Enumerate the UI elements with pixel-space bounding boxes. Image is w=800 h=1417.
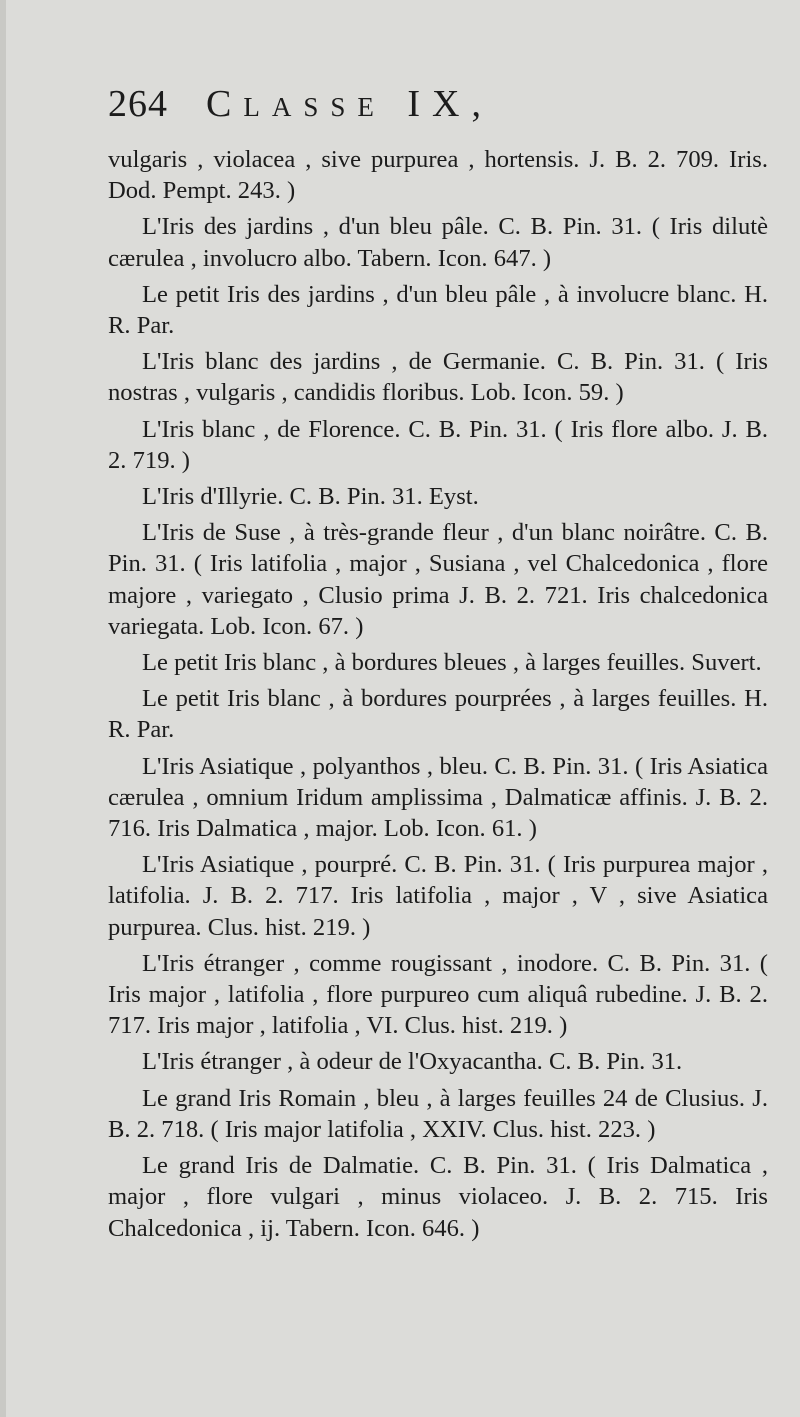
paragraph: L'Iris d'Illyrie. C. B. Pin. 31. Eyst. bbox=[142, 483, 479, 511]
paragraph: L'Iris étranger , comme rougissant , inodore. C. B. Pin. 31. ( Iris major , latifolia , flore purpureo cum aliquâ rubedine. J. B. 2. 717. Iris major , latifolia , VI. Clus. hist. 219. ) bbox=[108, 949, 768, 1040]
paragraph: L'Iris Asiatique , polyanthos , bleu. C. B. Pin. 31. ( Iris Asiatica cærulea , omnium Iridum amplissima , Dalmaticæ affinis. J. B. 2. 716. Iris Dalmatica , major. Lob. Icon. 61. ) bbox=[108, 752, 768, 843]
paragraph: L'Iris étranger , à odeur de l'Oxyacantha. C. B. Pin. 31. bbox=[142, 1048, 683, 1076]
paragraph: Le grand Iris Romain , bleu , à larges feuilles 24 de Clusius. J. B. 2. 718. ( Iris major latifolia , XXIV. Clus. hist. 223. ) bbox=[108, 1084, 768, 1143]
paragraph: L'Iris de Suse , à très-grande fleur , d'un blanc noirâtre. C. B. Pin. 31. ( Iris latifolia , major , Susiana , vel Chalcedonica , flore majore , variegato , Clusio prima J. B. 2. 721. Iris chalcedonica variegata. Lob. Icon. 67. ) bbox=[108, 519, 768, 640]
running-header bbox=[108, 82, 768, 144]
paragraph: Le petit Iris des jardins , d'un bleu pâle , à involucre blanc. H. R. Par. bbox=[108, 280, 768, 340]
paragraph: L'Iris blanc , de Florence. C. B. Pin. 31. ( Iris flore albo. J. B. 2. 719. ) bbox=[108, 415, 768, 474]
paragraph: Le petit Iris blanc , à bordures pourprées , à larges feuilles. H. R. Par. bbox=[108, 685, 768, 744]
page-number: 264 bbox=[108, 83, 168, 125]
page-edge bbox=[0, 0, 6, 1417]
paragraph: L'Iris Asiatique , pourpré. C. B. Pin. 31. ( Iris purpurea major , latifolia. J. B. 2. 717. Iris latifolia , major , V , sive Asiatica purpurea. Clus. hist. 219. ) bbox=[108, 851, 768, 941]
running-title: CLASSE IX, bbox=[206, 83, 493, 125]
paragraph-continuation: vulgaris , violacea , sive purpurea , hortensis. J. B. 2. 709. Iris. Dod. Pempt. 243. ) bbox=[108, 146, 768, 205]
paragraph: L'Iris des jardins , d'un bleu pâle. C. B. Pin. 31. ( Iris dilutè cærulea , involucro albo. Tabern. Icon. 647. ) bbox=[108, 213, 768, 272]
paragraph: Le petit Iris blanc , à bordures bleues , à larges feuilles. Suvert. bbox=[142, 649, 762, 677]
paragraph: Le grand Iris de Dalmatie. C. B. Pin. 31. ( Iris Dalmatica , major , flore vulgari , minus violaceo. J. B. 2. 715. Iris Chalcedonica , ij. Tabern. Icon. 646. ) bbox=[108, 1152, 768, 1242]
paragraph: L'Iris blanc des jardins , de Germanie. C. B. Pin. 31. ( Iris nostras , vulgaris , candidis floribus. Lob. Icon. 59. ) bbox=[108, 348, 768, 407]
page-body bbox=[108, 144, 768, 1244]
